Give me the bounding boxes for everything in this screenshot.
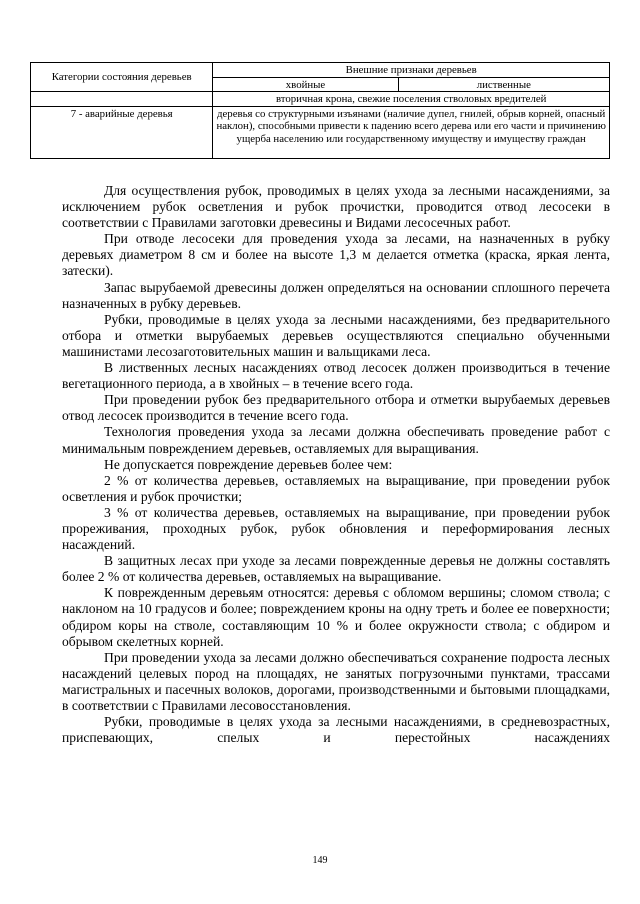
body-text [62,183,610,746]
paragraph: При проведении рубок без предварительного отбора и отметки вырубаемых деревьев отвод лесосек производится в течение всего года. [62,392,610,424]
header-deciduous-cell: лиственные [398,77,609,92]
paragraph: В защитных лесах при уходе за лесами поврежденные деревья не должны составлять более 2 % от количества деревьев, оставляемых на выращивание. [62,553,610,585]
paragraph: Для осуществления рубок, проводимых в целях ухода за лесными насаждениями, за исключением рубок осветления и рубок прочистки, проводится отвод лесосеки в соответствии с Правилами заготовки древесины и Видами лесосечных работ. [62,183,610,231]
header-conifer-cell: хвойные [213,77,398,92]
paragraph: 3 % от количества деревьев, оставляемых на выращивание, при проведении рубок прореживания, проходных рубок, рубок обновления и переформирования лесных насаждений. [62,504,610,553]
paragraph: Рубки, проводимые в целях ухода за лесными насаждениями, в средневозрастных, приспевающих, спелых и перестойных насаждениях [62,714,610,746]
header-category-cell: Категории состояния деревьев [31,63,213,92]
merged-signs-cell: вторичная крона, свежие поселения стволовых вредителей [213,92,610,107]
page-number: 149 [312,855,328,866]
paragraph: 2 % от количества деревьев, оставляемых на выращивание, при проведении рубок осветления и рубок прочистки; [62,472,610,504]
paragraph: При проведении ухода за лесами должно обеспечиваться сохранение подроста лесных насаждений целевых пород на площадях, не занятых погрузочными пунктами, трассами магистральных и пасечных волоков, дорогами, производственными и бытовыми площадками, в соответствии с Правилами лесовосстановления. [62,649,610,713]
header-signs-cell: Внешние признаки деревьев [213,63,610,78]
paragraph: В лиственных лесных насаждениях отвод лесосек должен производиться в течение вегетационного периода, а в хвойных – в течение всего года. [62,360,610,392]
merged-empty-cell [31,92,213,107]
paragraph: Рубки, проводимые в целях ухода за лесными насаждениями, без предварительного отбора и отметки вырубаемых деревьев осуществляются специально обученными машинистами лесозаготовительных машин и вальщиками леса. [62,311,610,359]
paragraph: К поврежденным деревьям относятся: деревья с обломом вершины; сломом ствола; с наклоном на 10 градусов и более; повреждением кроны на одну треть и более ее поверхности; обдиром коры на стволе, составляющим 10 % и более окружности ствола; с обдиром и обрывом скелетных корней. [62,585,610,649]
paragraph: Технология проведения ухода за лесами должна обеспечивать проведение работ с минимальным повреждением деревьев, оставляемых для выращивания. [62,424,610,456]
paragraph: Не допускается повреждение деревьев более чем: [104,456,393,472]
paragraph: При отводе лесосеки для проведения ухода за лесами, на назначенных в рубку деревьях диаметром 8 см и более на высоте 1,3 м делается отметка (краска, яркая лента, затески). [62,231,610,279]
row-category-cell: 7 - аварийные деревья [31,106,213,158]
paragraph: Запас вырубаемой древесины должен определяться на основании сплошного перечета назначенных в рубку деревьев. [62,279,610,311]
tree-condition-table [30,62,610,159]
row-description-cell: деревья со структурными изъянами (наличие дупел, гнилей, обрыв корней, опасный наклон), способными привести к падению всего дерева или его части и причинению ущерба населению или государственному имуществу и имуществу граждан [213,106,610,158]
